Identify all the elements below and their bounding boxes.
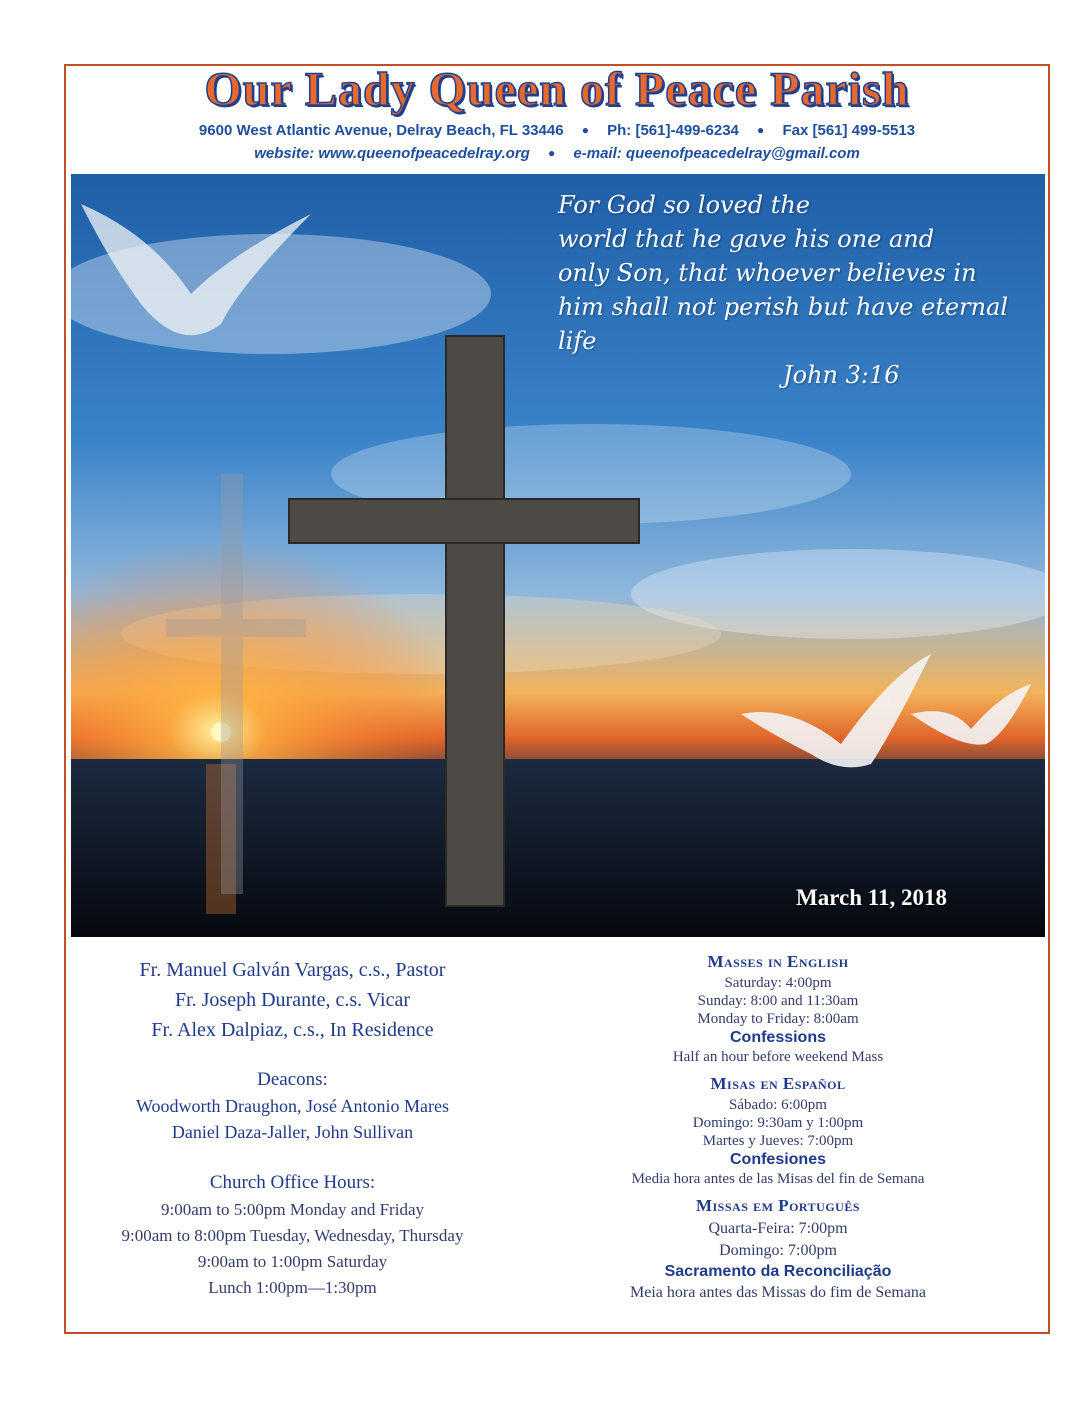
mass-time: Sunday: 8:00 and 11:30am <box>697 993 859 1009</box>
verse-line: For God so loved the <box>558 191 811 219</box>
deacons-heading: Deacons: <box>257 1069 328 1090</box>
verse-line: him shall not perish but have eternal life <box>558 293 1009 355</box>
verse-reference: John 3:16 <box>783 361 900 389</box>
confessions-heading: Confesiones <box>729 1151 826 1168</box>
confession-time: Media hora antes de las Misas del fin de Semana <box>631 1171 925 1187</box>
priest-name: Fr. Joseph Durante, c.s. Vicar <box>174 989 411 1011</box>
office-hours-line: Lunch 1:00pm—1:30pm <box>208 1278 377 1297</box>
deacon-names: Woodworth Draughon, José Antonio Mares <box>135 1096 449 1116</box>
office-hours-line: 9:00am to 8:00pm Tuesday, Wednesday, Thursday <box>121 1226 464 1245</box>
confession-time: Half an hour before weekend Mass <box>672 1049 884 1065</box>
spanish-masses-heading: Misas en Español <box>710 1074 846 1093</box>
office-hours-heading: Church Office Hours: <box>209 1172 376 1193</box>
bullet-icon: ● <box>757 123 765 137</box>
priest-name: Fr. Manuel Galván Vargas, c.s., Pastor <box>139 959 446 981</box>
deacon-names: Daniel Daza-Jaller, John Sullivan <box>171 1122 414 1142</box>
mass-time: Quarta-Feira: 7:00pm <box>708 1220 848 1237</box>
clergy-and-office <box>70 955 515 1301</box>
mass-time: Sábado: 6:00pm <box>729 1097 827 1113</box>
confessions-heading: Confessions <box>729 1029 826 1046</box>
reconciliation-heading: Sacramento da Reconciliação <box>664 1263 892 1280</box>
address: 9600 West Atlantic Avenue, Delray Beach, FL 33446 <box>198 122 564 139</box>
website-link[interactable]: website: www.queenofpeacedelray.org <box>254 145 530 162</box>
address-line <box>64 122 1050 139</box>
mass-time: Monday to Friday: 8:00am <box>697 1011 859 1027</box>
bullet-icon: ● <box>581 123 589 137</box>
mass-time: Martes y Jueves: 7:00pm <box>702 1133 854 1149</box>
phone: Ph: [561]-499-6234 <box>607 122 739 139</box>
english-masses-heading: Masses in English <box>707 952 849 971</box>
mass-time: Domingo: 7:00pm <box>719 1242 837 1259</box>
verse-line: world that he gave his one and <box>558 225 935 253</box>
bullet-icon: ● <box>547 146 556 160</box>
office-hours-line: 9:00am to 1:00pm Saturday <box>197 1252 388 1271</box>
web-line <box>64 145 1050 162</box>
confession-time: Meia hora antes das Missas do fim de Semana <box>630 1284 926 1301</box>
mass-time: Saturday: 4:00pm <box>724 975 832 991</box>
email-link[interactable]: e-mail: queenofpeacedelray@gmail.com <box>573 145 860 162</box>
portuguese-masses-heading: Missas em Português <box>695 1196 861 1215</box>
scripture-verse <box>558 188 1038 392</box>
priest-name: Fr. Alex Dalpiaz, c.s., In Residence <box>151 1019 434 1041</box>
office-hours-line: 9:00am to 5:00pm Monday and Friday <box>160 1200 424 1219</box>
mass-schedule <box>560 950 996 1304</box>
fax: Fax [561] 499-5513 <box>782 122 916 139</box>
mass-time: Domingo: 9:30am y 1:00pm <box>692 1115 864 1131</box>
parish-title: Our Lady Queen of Peace Parish <box>204 63 910 116</box>
verse-line: only Son, that whoever believes in <box>558 259 977 287</box>
bulletin-date: March 11, 2018 <box>796 885 947 910</box>
